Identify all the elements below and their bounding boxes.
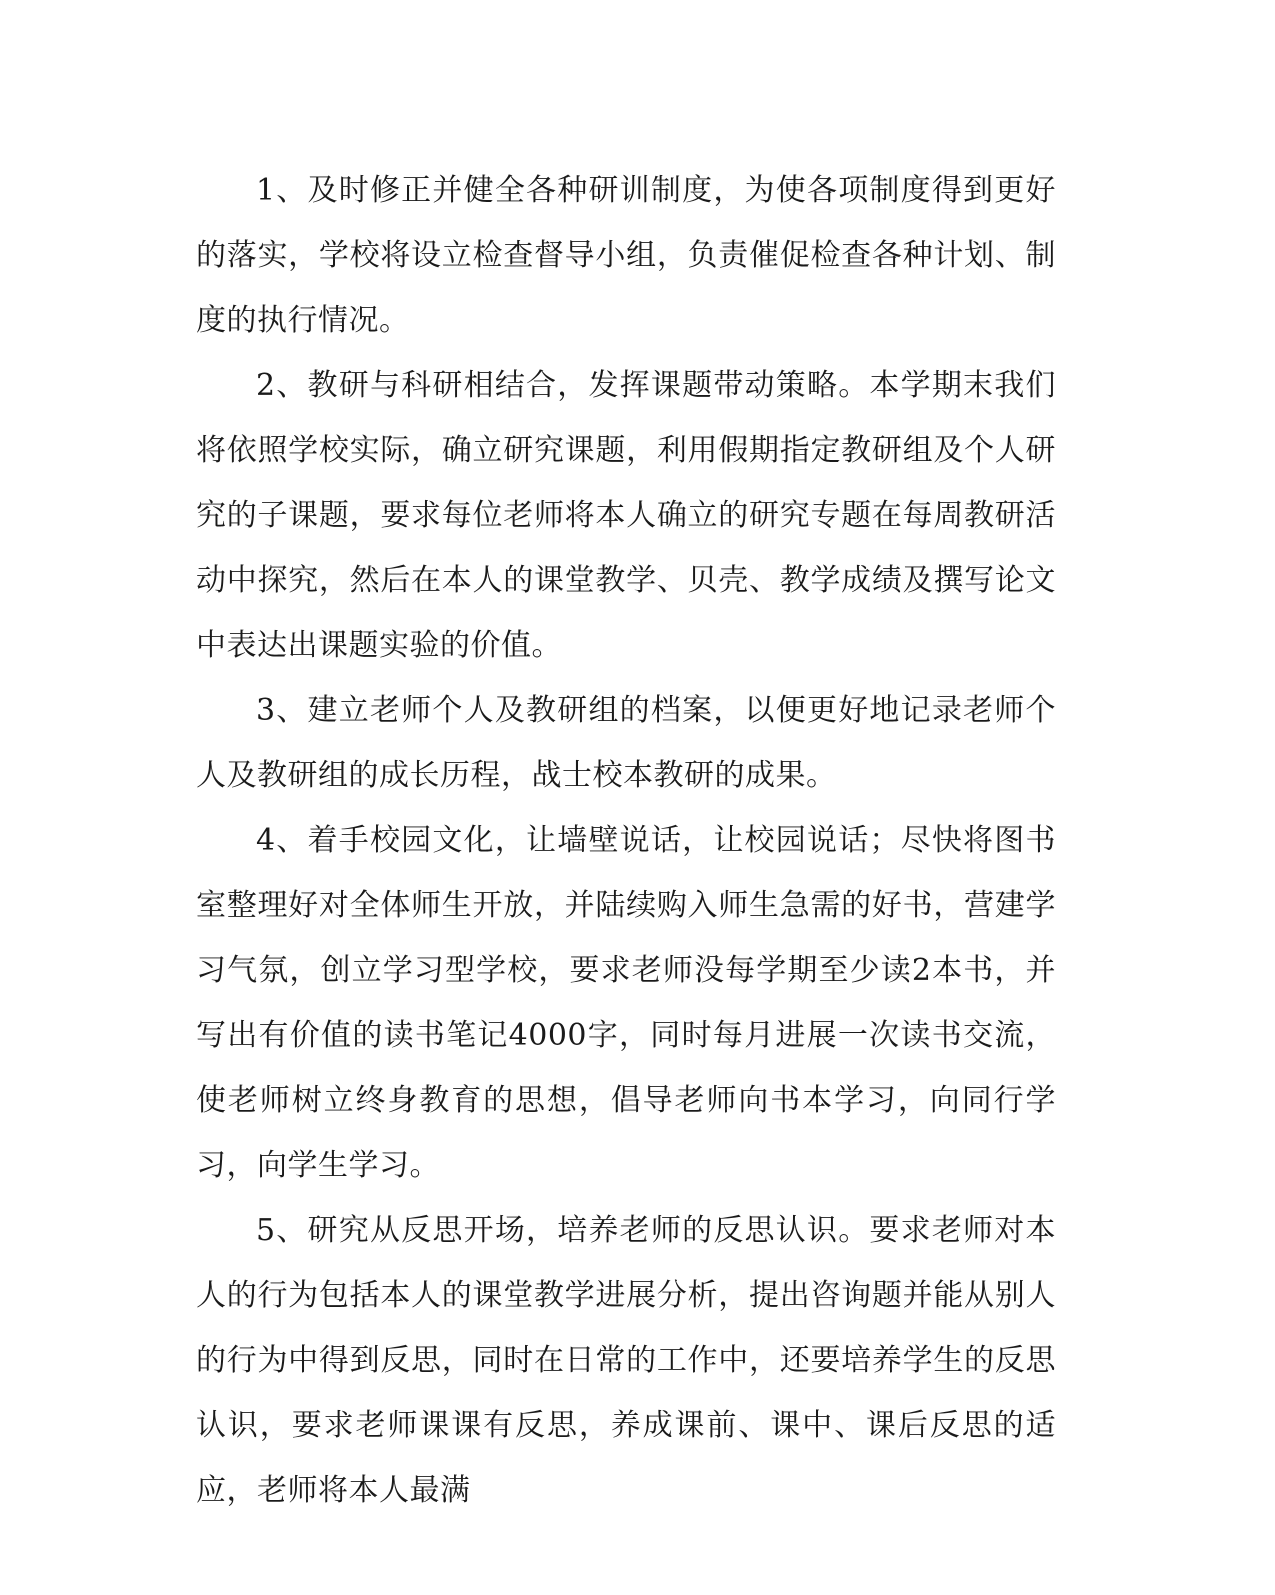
paragraph-4: 4、着手校园文化，让墙壁说话，让校园说话；尽快将图书室整理好对全体师生开放，并陆续购入师生急需的好书，营建学习气氛，创立学习型学校，要求老师没每学期至少读2本书，并写出有价值的读书笔记4000字，同时每月进展一次读书交流，使老师树立终身教育的思想，倡导老师向书本学习，向同行学习，向学生学习。	[196, 823, 1056, 1183]
document-body	[196, 158, 1056, 1523]
paragraph-1: 1、及时修正并健全各种研训制度，为使各项制度得到更好的落实，学校将设立检查督导小组，负责催促检查各种计划、制度的执行情况。	[196, 173, 1056, 338]
paragraph-3: 3、建立老师个人及教研组的档案，以便更好地记录老师个人及教研组的成长历程，战士校本教研的成果。	[196, 693, 1056, 793]
paragraph-2: 2、教研与科研相结合，发挥课题带动策略。本学期末我们将依照学校实际，确立研究课题，利用假期指定教研组及个人研究的子课题，要求每位老师将本人确立的研究专题在每周教研活动中探究，然后在本人的课堂教学、贝壳、教学成绩及撰写论文中表达出课题实验的价值。	[196, 368, 1056, 663]
paragraph-5: 5、研究从反思开场，培养老师的反思认识。要求老师对本人的行为包括本人的课堂教学进展分析，提出咨询题并能从别人的行为中得到反思，同时在日常的工作中，还要培养学生的反思认识，要求老师课课有反思，养成课前、课中、课后反思的适应，老师将本人最满	[196, 1213, 1056, 1508]
